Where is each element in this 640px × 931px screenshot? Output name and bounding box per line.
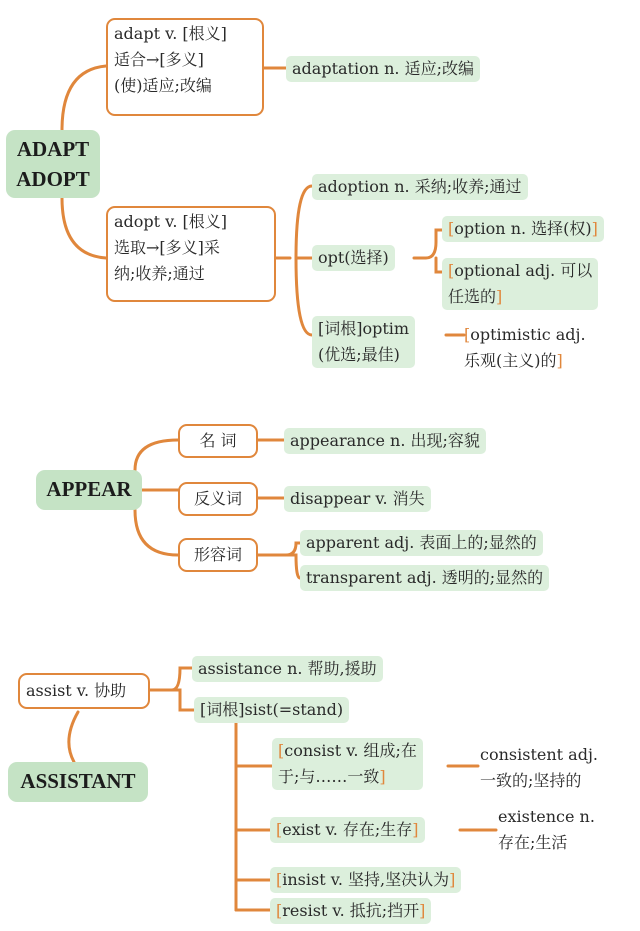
option-text: option n. 选择(权) (454, 219, 592, 238)
optimistic-leaf (464, 322, 586, 374)
adaptation-text: adaptation n. 适应;改编 (292, 59, 474, 78)
root-adapt-label: ADAPT (16, 137, 90, 161)
adopt-box-line2: 选取→[多义]采 (114, 238, 220, 257)
existence-leaf (498, 804, 595, 856)
disappear-text: disappear v. 消失 (290, 489, 425, 508)
optional-line1: optional adj. 可以 (454, 261, 593, 280)
adj-label-box (178, 538, 258, 572)
apparent-text: apparent adj. 表面上的;显然的 (306, 533, 537, 552)
consistent-leaf (480, 742, 598, 794)
consist-line2: 于;与……一致 (278, 767, 380, 786)
resist-leaf (270, 898, 431, 924)
optimistic-line2: 乐观(主义)的 (464, 351, 557, 370)
bracket-open-icon: [ (276, 901, 283, 920)
optim-line2: (优选;最佳) (318, 345, 400, 364)
adaptation-leaf (286, 56, 480, 82)
adoption-leaf (312, 174, 528, 200)
sist-root-leaf (194, 697, 349, 723)
root-assistant-label: ASSISTANT (20, 769, 136, 793)
option-leaf (442, 216, 604, 242)
consistent-line2: 一致的;坚持的 (480, 771, 582, 790)
root-appear-label: APPEAR (46, 477, 132, 501)
transparent-leaf (300, 565, 549, 591)
consistent-line1: consistent adj. (480, 745, 598, 764)
exist-leaf (270, 817, 425, 843)
adoption-text: adoption n. 采纳;收养;通过 (318, 177, 522, 196)
bracket-close-icon: ] (449, 870, 456, 889)
apparent-leaf (300, 530, 543, 556)
noun-label-box (178, 424, 258, 458)
opt-text: opt(选择) (318, 248, 389, 267)
root-adopt-label: ADOPT (16, 167, 90, 191)
sist-text: [词根]sist(=stand) (200, 700, 344, 719)
bracket-open-icon: [ (448, 219, 455, 238)
bracket-open-icon: [ (448, 261, 455, 280)
adapt-definition-box (106, 18, 264, 116)
appearance-leaf (284, 428, 486, 454)
disappear-leaf (284, 486, 431, 512)
bracket-close-icon: ] (419, 901, 426, 920)
insist-leaf (270, 867, 461, 893)
root-adapt-adopt (6, 130, 100, 198)
root-appear (36, 470, 142, 510)
noun-label: 名 词 (199, 431, 237, 450)
adapt-box-line1: adapt v. [根义] (114, 24, 227, 43)
transparent-text: transparent adj. 透明的;显然的 (306, 568, 544, 587)
consist-line1: consist v. 组成;在 (284, 741, 417, 760)
exist-text: exist v. 存在;生存 (282, 820, 413, 839)
existence-line2: 存在;生活 (498, 833, 568, 852)
adapt-box-line2: 适合→[多义] (114, 50, 204, 69)
bracket-close-icon: ] (496, 287, 503, 306)
opt-leaf (312, 245, 395, 271)
bracket-close-icon: ] (591, 219, 598, 238)
antonym-label-box (178, 482, 258, 516)
adopt-box-line3: 纳;收养;通过 (114, 264, 205, 283)
optim-root-leaf (312, 316, 415, 368)
bracket-close-icon: ] (556, 351, 563, 370)
optim-line1: [词根]optim (318, 319, 410, 338)
antonym-label: 反义词 (193, 489, 242, 508)
bracket-open-icon: [ (278, 741, 285, 760)
existence-line1: existence n. (498, 807, 595, 826)
optimistic-line1: optimistic adj. (470, 325, 586, 344)
root-assistant (8, 762, 148, 802)
bracket-open-icon: [ (276, 870, 283, 889)
consist-leaf (272, 738, 423, 790)
insist-text: insist v. 坚持,坚决认为 (282, 870, 450, 889)
bracket-close-icon: ] (379, 767, 386, 786)
optional-line2: 任选的 (448, 287, 497, 306)
appearance-text: appearance n. 出现;容貌 (290, 431, 480, 450)
adopt-box-line1: adopt v. [根义] (114, 212, 227, 231)
assistance-text: assistance n. 帮助,援助 (198, 659, 377, 678)
assistance-leaf (192, 656, 383, 682)
bracket-close-icon: ] (412, 820, 419, 839)
resist-text: resist v. 抵抗;挡开 (282, 901, 420, 920)
assist-text: assist v. 协助 (26, 681, 127, 700)
adj-label: 形容词 (193, 545, 242, 564)
optional-leaf (442, 258, 598, 310)
bracket-open-icon: [ (464, 325, 471, 344)
adapt-box-line3: (使)适应;改编 (114, 76, 212, 95)
assist-definition-box (18, 673, 150, 709)
bracket-open-icon: [ (276, 820, 283, 839)
adopt-definition-box (106, 206, 276, 302)
